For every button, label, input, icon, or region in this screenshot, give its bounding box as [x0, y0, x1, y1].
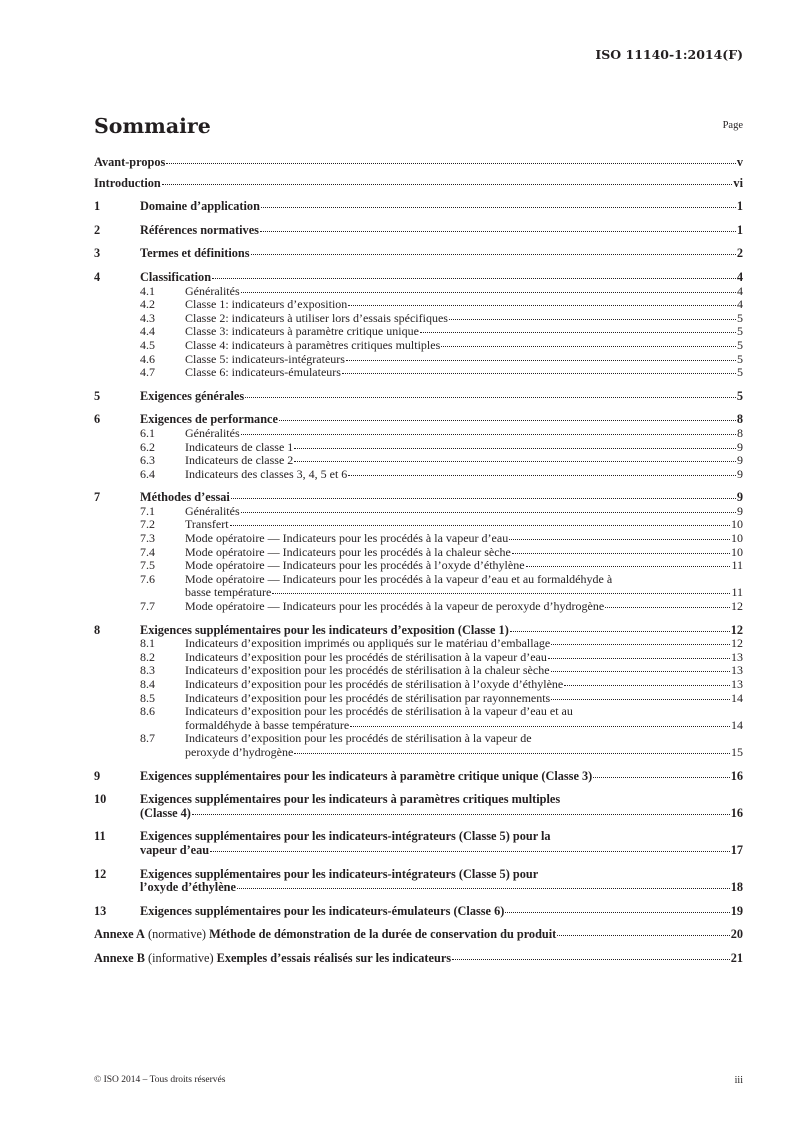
toc-entry-3[interactable]: [94, 247, 743, 261]
toc-entry-text: Références normatives: [140, 222, 259, 237]
toc-entry-text: Termes et définitions: [140, 246, 250, 261]
toc-entry-8[interactable]: [94, 624, 743, 638]
toc-page-number: 5: [737, 351, 743, 366]
dot-leader: [593, 777, 729, 778]
dot-leader: [551, 699, 730, 700]
toc-page-number: 9: [737, 439, 743, 454]
toc-section-number: 4: [94, 269, 101, 284]
toc-subsection-number: 4.5: [140, 337, 155, 352]
toc-page-number: 19: [730, 903, 743, 918]
toc-entry-text: Classe 1: indicateurs d’exposition: [185, 297, 348, 312]
dot-leader: [230, 525, 730, 526]
toc-entry-text: Indicateurs de classe 2: [185, 453, 294, 468]
toc-subentry-4-3[interactable]: [94, 312, 743, 326]
annex-label: Annexe B: [94, 950, 145, 965]
toc-page-number: 8: [737, 425, 743, 440]
dot-leader: [342, 373, 736, 374]
toc-subentry-8-3[interactable]: [94, 664, 743, 678]
dot-leader: [241, 512, 736, 513]
dot-leader: [294, 461, 736, 462]
toc-subsection-number: 7.1: [140, 503, 155, 518]
toc-entry-text: Exigences supplémentaires pour les indicateurs d’exposition (Classe 1): [140, 622, 509, 637]
dot-leader: [505, 912, 729, 913]
toc-entry-text: Classe 2: indicateurs à utiliser lors d’essais spécifiques: [185, 310, 448, 325]
toc-subentry-4-2[interactable]: [94, 298, 743, 312]
toc-subsection-number: 8.2: [140, 649, 155, 664]
toc-subsection-number: 6.4: [140, 466, 155, 481]
toc-page-number: 5: [737, 310, 743, 325]
page-title: Sommaire: [94, 114, 211, 138]
dot-leader: [551, 671, 730, 672]
toc-subentry-8-1[interactable]: [94, 637, 743, 651]
toc-subentry-4-1[interactable]: [94, 285, 743, 299]
toc-subsection-number: 7.3: [140, 531, 155, 546]
toc-subentry-7-5[interactable]: [94, 559, 743, 573]
toc-entry-text: Transfert: [185, 517, 229, 532]
toc-subsection-number: 8.4: [140, 677, 155, 691]
dot-leader: [294, 448, 736, 449]
toc-subsection-number: 4.7: [140, 365, 155, 380]
toc-entry-annex-b[interactable]: [94, 952, 743, 966]
dot-leader: [162, 184, 733, 185]
toc-section-number: 12: [94, 866, 107, 881]
dot-leader: [294, 753, 730, 754]
toc-subentry-7-6[interactable]: [94, 573, 743, 600]
toc-page-number: 9: [737, 503, 743, 518]
footer-page-number: iii: [734, 1075, 743, 1086]
dot-leader: [245, 397, 736, 398]
toc-entry-text-line2: l’oxyde d’éthylène: [140, 880, 236, 895]
toc-page-number: 14: [731, 717, 743, 732]
toc-page-number: 1: [736, 199, 743, 214]
dot-leader: [279, 420, 736, 421]
dot-leader: [251, 254, 736, 255]
toc-entry-text-line1: Exigences supplémentaires pour les indicateurs à paramètres critiques multiples: [140, 792, 561, 807]
toc-entry-text-line2: peroxyde d’hydrogène: [185, 744, 294, 759]
toc-subentry-4-6[interactable]: [94, 353, 743, 367]
toc-subsection-number: 8.1: [140, 636, 155, 651]
toc-entry-text: Méthode de démonstration de la durée de conservation du produit: [209, 927, 557, 942]
dot-leader: [551, 644, 730, 645]
toc-subsection-number: 7.7: [140, 599, 155, 614]
toc-entry-text-line2: formaldéhyde à basse température: [185, 717, 350, 732]
toc-page-number: 11: [731, 558, 743, 573]
toc-page-number: 8: [736, 412, 743, 427]
toc-section-number: 10: [94, 792, 107, 807]
dot-leader: [510, 631, 730, 632]
toc-subsection-number: 7.4: [140, 544, 155, 559]
toc-subsection-number: 4.1: [140, 283, 155, 298]
toc-page-number: 18: [730, 880, 743, 895]
toc-entry-text: Indicateurs de classe 1: [185, 439, 294, 454]
dot-leader: [210, 851, 730, 852]
dot-leader: [557, 935, 729, 936]
toc-page-number: 13: [731, 663, 743, 678]
toc-entry-text: Indicateurs d’exposition pour les procédés de stérilisation à la chaleur sèche: [185, 663, 550, 678]
toc-page-number: v: [736, 155, 743, 169]
toc-page-number: 5: [737, 324, 743, 339]
toc-entry-2[interactable]: [94, 224, 743, 238]
toc-entry-text-line1: Mode opératoire — Indicateurs pour les procédés à la vapeur d’eau et au formaldéhyde à: [185, 571, 613, 586]
toc-entry-text: Indicateurs d’exposition pour les procédés de stérilisation à l’oxyde d’éthylène: [185, 677, 564, 691]
toc-subentry-4-4[interactable]: [94, 325, 743, 339]
dot-leader: [272, 593, 730, 594]
toc-entry-avant-propos[interactable]: [94, 156, 743, 170]
toc-subsection-number: 4.2: [140, 297, 155, 312]
toc-subsection-number: 4.4: [140, 324, 155, 339]
toc-entry-text: Mode opératoire — Indicateurs pour les procédés à la vapeur de peroxyde d’hydrogène: [185, 599, 605, 614]
toc-subsection-number: 8.7: [140, 731, 155, 746]
toc-subentry-6-3[interactable]: [94, 454, 743, 468]
toc-entry-text: Généralités: [185, 283, 240, 298]
dot-leader: [605, 607, 730, 608]
dot-leader: [512, 553, 730, 554]
toc-page-number: vi: [733, 175, 743, 190]
toc-entry-text: Mode opératoire — Indicateurs pour les procédés à l’oxyde d’éthylène: [185, 558, 525, 573]
annex-kind: (normative): [147, 927, 207, 942]
dot-leader: [452, 959, 730, 960]
dot-leader: [241, 292, 736, 293]
dot-leader: [260, 231, 736, 232]
dot-leader: [564, 685, 730, 686]
toc-subsection-number: 8.5: [140, 690, 155, 705]
toc-entry-text-line1: Exigences supplémentaires pour les indicateurs-intégrateurs (Classe 5) pour la: [140, 829, 551, 844]
document-reference: ISO 11140-1:2014(F): [595, 47, 743, 62]
toc-entry-annex-a[interactable]: [94, 928, 743, 942]
toc-page-number: 15: [731, 744, 743, 759]
toc-entry-text: Domaine d’application: [140, 199, 260, 214]
dot-leader: [420, 332, 736, 333]
toc-section-number: 1: [94, 199, 101, 214]
toc-entry-text: Classe 6: indicateurs-émulateurs: [185, 365, 341, 380]
toc-page-number: 13: [731, 649, 743, 664]
toc-entry-text: Mode opératoire — Indicateurs pour les procédés à la chaleur sèche: [185, 544, 511, 559]
toc-page-number: 9: [737, 453, 743, 468]
toc-page-number: 17: [730, 842, 743, 857]
toc-entry-1[interactable]: [94, 200, 743, 214]
toc-subentry-8-4[interactable]: [94, 678, 743, 692]
toc-entry-text-line1: Indicateurs d’exposition pour les procédés de stérilisation à la vapeur d’eau et au: [185, 704, 573, 719]
toc-entry-text: Indicateurs des classes 3, 4, 5 et 6: [185, 466, 348, 481]
toc-subentry-7-4[interactable]: [94, 546, 743, 560]
toc-section-number: 11: [94, 829, 106, 844]
toc-subsection-number: 4.3: [140, 310, 155, 325]
dot-leader: [166, 163, 736, 164]
toc-entry-10[interactable]: [94, 793, 743, 820]
toc-section-number: 9: [94, 768, 101, 783]
toc-entry-9[interactable]: [94, 770, 743, 784]
page-column-label: Page: [722, 120, 743, 131]
toc-subentry-7-3[interactable]: [94, 532, 743, 546]
toc-entry-text: Exigences générales: [140, 388, 245, 403]
toc-page-number: 10: [731, 517, 743, 532]
toc-page-number: 16: [730, 805, 743, 820]
toc-entry-text: Introduction: [94, 175, 161, 190]
toc-page-number: 12: [731, 599, 743, 614]
toc-page-number: 9: [737, 466, 743, 481]
dot-leader: [348, 475, 736, 476]
toc-page-number: 16: [730, 768, 743, 783]
dot-leader: [192, 814, 730, 815]
toc-entry-text: Méthodes d’essai: [140, 490, 230, 505]
toc-page-number: 4: [736, 269, 743, 284]
annex-kind: (informative): [147, 950, 214, 965]
toc-subsection-number: 7.5: [140, 558, 155, 573]
toc-page-number: 9: [736, 490, 743, 505]
toc-page-number: 2: [736, 246, 743, 261]
toc-entry-text: Exemples d’essais réalisés sur les indicateurs: [216, 950, 452, 965]
toc-entry-text-line1: Indicateurs d’exposition pour les procédés de stérilisation à la vapeur de: [185, 731, 532, 746]
toc-page-number: 4: [737, 283, 743, 298]
toc-page-number: 5: [736, 388, 743, 403]
toc-subsection-number: 7.2: [140, 517, 155, 532]
toc-entry-text: Exigences supplémentaires pour les indicateurs à paramètre critique unique (Classe 3): [140, 768, 593, 783]
toc-subentry-8-6[interactable]: [94, 705, 743, 732]
toc-subentry-6-2[interactable]: [94, 441, 743, 455]
toc-entry-text-line1: Exigences supplémentaires pour les indicateurs-intégrateurs (Classe 5) pour: [140, 866, 539, 881]
toc-subentry-6-4[interactable]: [94, 468, 743, 482]
toc-subentry-8-5[interactable]: [94, 692, 743, 706]
toc-entry-text: Avant-propos: [94, 155, 166, 169]
dot-leader: [350, 726, 730, 727]
toc-entry-text-line2: vapeur d’eau: [140, 842, 210, 857]
toc-page-number: 14: [731, 690, 743, 705]
toc-entry-text: Indicateurs d’exposition pour les procédés de stérilisation à la vapeur d’eau: [185, 649, 547, 664]
toc-entry-11[interactable]: [94, 830, 743, 857]
toc-page-number: 12: [730, 622, 743, 637]
toc-subentry-4-7[interactable]: [94, 366, 743, 380]
toc-entry-6[interactable]: [94, 413, 743, 427]
toc-page-number: 10: [731, 544, 743, 559]
dot-leader: [449, 319, 736, 320]
toc-page-number: 10: [731, 531, 743, 546]
toc-entry-text: Indicateurs d’exposition imprimés ou appliqués sur le matériau d’emballage: [185, 636, 551, 651]
toc-page-number: 12: [731, 636, 743, 651]
toc-entry-text: Exigences de performance: [140, 412, 278, 427]
toc-section-number: 5: [94, 388, 101, 403]
toc-page-number: 4: [737, 297, 743, 312]
toc-section-number: 13: [94, 903, 107, 918]
toc-section-number: 7: [94, 490, 101, 505]
toc-entry-text: Exigences supplémentaires pour les indicateurs-émulateurs (Classe 6): [140, 903, 505, 918]
toc-page-number: 1: [736, 222, 743, 237]
toc-entry-13[interactable]: [94, 905, 743, 919]
toc-subentry-7-7[interactable]: [94, 600, 743, 614]
dot-leader: [348, 305, 736, 306]
toc-subsection-number: 6.2: [140, 439, 155, 454]
dot-leader: [548, 658, 730, 659]
toc-subsection-number: 6.1: [140, 425, 155, 440]
toc-subsection-number: 4.6: [140, 351, 155, 366]
toc-page-number: 13: [731, 677, 743, 691]
toc-page-number: 11: [731, 585, 743, 600]
toc-subsection-number: 8.3: [140, 663, 155, 678]
toc-entry-4[interactable]: [94, 271, 743, 285]
toc-section-number: 8: [94, 622, 101, 637]
toc-entry-5[interactable]: [94, 390, 743, 404]
toc-section-number: 6: [94, 412, 101, 427]
dot-leader: [441, 346, 736, 347]
toc-section-number: 2: [94, 222, 101, 237]
toc-entry-text-line2: basse température: [185, 585, 272, 600]
title-row: [94, 114, 743, 140]
annex-label: Annexe A: [94, 927, 145, 942]
toc-entry-12[interactable]: [94, 868, 743, 895]
toc-subentry-8-2[interactable]: [94, 651, 743, 665]
toc-page-number: 5: [737, 337, 743, 352]
toc-entry-text: Indicateurs d’exposition pour les procédés de stérilisation par rayonnements: [185, 690, 551, 705]
toc-page-number: 21: [730, 950, 743, 965]
dot-leader: [346, 360, 736, 361]
toc-page-number: 20: [730, 927, 743, 942]
toc-entry-text: Classe 5: indicateurs-intégrateurs: [185, 351, 345, 366]
footer-copyright: © ISO 2014 – Tous droits réservés: [94, 1075, 226, 1085]
toc-entry-text: Généralités: [185, 425, 240, 440]
toc-page-number: 5: [737, 365, 743, 380]
toc-entry-7[interactable]: [94, 491, 743, 505]
table-of-contents: [94, 156, 743, 966]
toc-subentry-7-1[interactable]: [94, 505, 743, 519]
toc-entry-text: Généralités: [185, 503, 240, 518]
dot-leader: [241, 434, 736, 435]
toc-subsection-number: 8.6: [140, 704, 155, 719]
toc-subsection-number: 7.6: [140, 571, 155, 586]
dot-leader: [261, 207, 736, 208]
toc-entry-text: Classification: [140, 269, 212, 284]
dot-leader: [212, 278, 736, 279]
toc-subentry-8-7[interactable]: [94, 732, 743, 759]
toc-section-number: 3: [94, 246, 101, 261]
toc-entry-text: Classe 3: indicateurs à paramètre critique unique: [185, 324, 419, 339]
toc-subsection-number: 6.3: [140, 453, 155, 468]
dot-leader: [231, 498, 736, 499]
toc-entry-text-line2: (Classe 4): [140, 805, 191, 820]
toc-entry-text: Mode opératoire — Indicateurs pour les procédés à la vapeur d’eau: [185, 531, 509, 546]
toc-entry-text: Classe 4: indicateurs à paramètres critiques multiples: [185, 337, 441, 352]
toc-subentry-4-5[interactable]: [94, 339, 743, 353]
dot-leader: [237, 888, 730, 889]
toc-subentry-7-2[interactable]: [94, 518, 743, 532]
toc-entry-introduction[interactable]: [94, 177, 743, 191]
dot-leader: [526, 566, 731, 567]
dot-leader: [509, 539, 730, 540]
toc-subentry-6-1[interactable]: [94, 427, 743, 441]
